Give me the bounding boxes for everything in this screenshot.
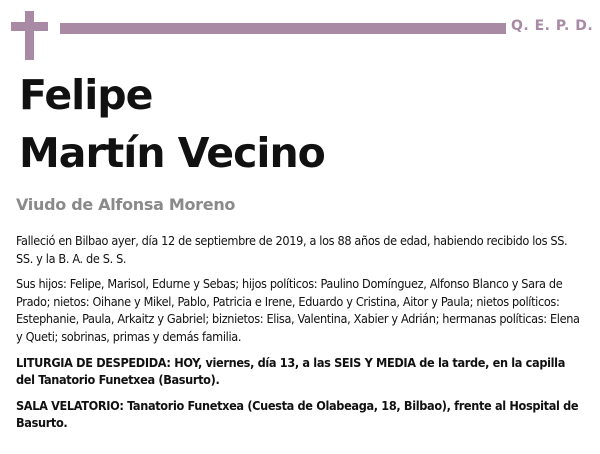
notice-body xyxy=(16,232,586,440)
name-line-1: Felipe xyxy=(19,71,153,119)
wake-room-paragraph: SALA VELATORIO: Tanatorio Funetxea (Cuesta de Olabeaga, 18, Bilbao), frente al Hospital de Basurto. xyxy=(16,397,579,431)
liturgy-paragraph: LITURGIA DE DESPEDIDA: HOY, viernes, día 13, a las SEIS Y MEDIA de la tarde, en la capilla del Tanatorio Funetxea (Basurto). xyxy=(16,354,565,388)
death-paragraph: Falleció en Bilbao ayer, día 12 de septiembre de 2019, a los 88 años de edad, habiendo recibido los SS. SS. y la B. A. de S. S. xyxy=(16,233,568,266)
qepd-label: Q. E. P. D. xyxy=(511,18,594,34)
cross-horizontal-bar xyxy=(11,22,48,31)
header-rule xyxy=(60,23,506,34)
family-paragraph: Sus hijos: Felipe, Marisol, Edurne y Sebas; hijos políticos: Paulino Domínguez, Alfonso Blanco y Sara de Prado; nietos: Oihane y Mikel, Pablo, Patricia e Irene, Eduardo y Cristina, Aitor y Paula; nietos políticos: Estephanie, Paula, Arkaitz y Gabriel; biznietos: Elisa, Valentina, Xabier y Adrián; hermanas políticas: Elena y Queti; sobrinas, primas y demás familia. xyxy=(16,276,580,344)
name-line-2: Martín Vecino xyxy=(19,129,325,177)
deceased-name xyxy=(19,66,325,182)
cross-vertical-bar xyxy=(25,11,34,60)
widower-subtitle: Viudo de Alfonsa Moreno xyxy=(16,195,236,214)
